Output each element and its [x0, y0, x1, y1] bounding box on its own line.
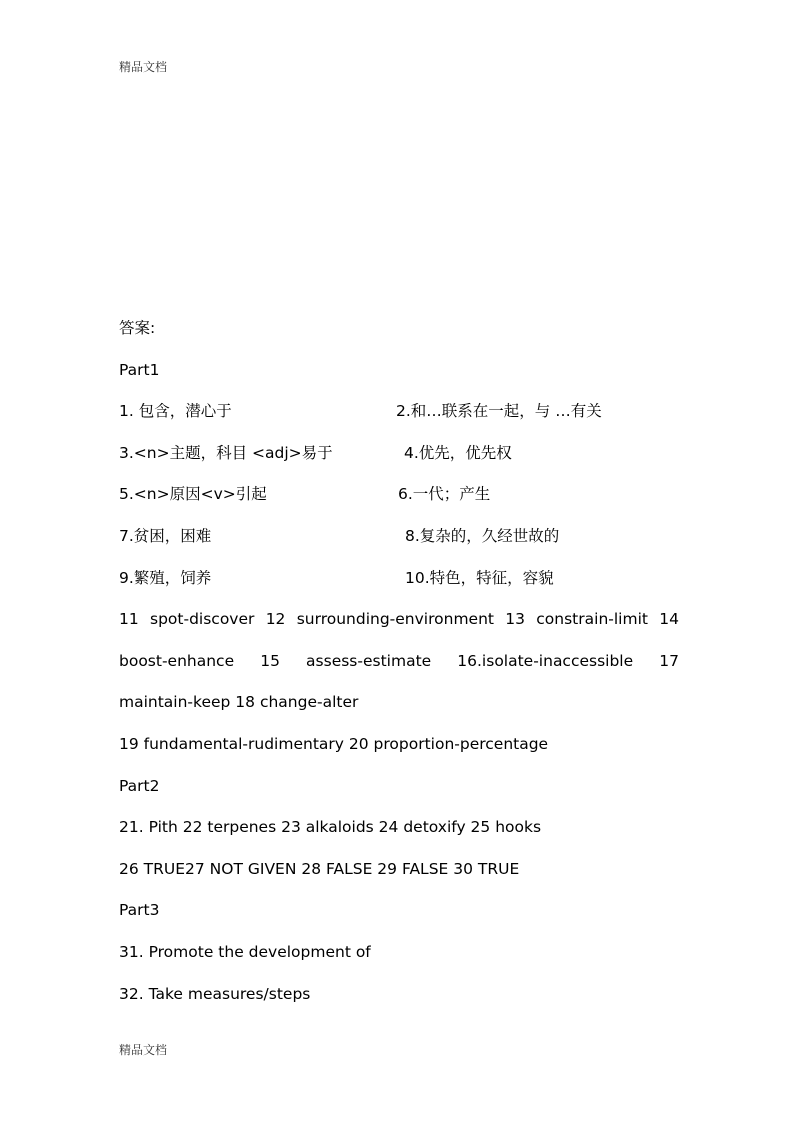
part2-line-2: 26 TRUE27 NOT GIVEN 28 FALSE 29 FALSE 30 TRUE — [119, 859, 520, 878]
part1-title: Part1 — [119, 360, 160, 379]
answer-10: 10.特色，特征，容貌 — [405, 568, 554, 587]
answer-2: 2.和…联系在一起，与 …有关 — [396, 402, 602, 421]
part2-line-1: 21. Pith 22 terpenes 23 alkaloids 24 detoxify 25 hooks — [119, 818, 542, 837]
part1-row-2 — [119, 439, 679, 481]
answers-title: 答案: — [119, 319, 156, 337]
part1-row-5 — [119, 564, 679, 606]
answer-content — [119, 314, 679, 1021]
answer-1: 1. 包含，潜心于 — [119, 402, 232, 421]
vocab-token: surrounding-environment — [296, 610, 494, 629]
part3-line-1: 31. Promote the development of — [119, 942, 371, 961]
vocab-line-4: 19 fundamental-rudimentary 20 proportion-percentage — [119, 734, 549, 753]
vocab-token: 17 — [659, 651, 679, 670]
page-footer: 精品文档 — [119, 1043, 168, 1057]
vocab-token: constrain-limit — [536, 610, 648, 629]
vocab-token: 14 — [659, 610, 679, 629]
vocab-line-1 — [119, 605, 679, 647]
vocab-line-3: maintain-keep 18 change-alter — [119, 693, 359, 712]
vocab-token: 12 — [265, 610, 286, 629]
part2-title: Part2 — [119, 776, 160, 795]
part1-row-1 — [119, 397, 679, 439]
vocab-token: assess-estimate — [306, 651, 432, 670]
answer-4: 4.优先，优先权 — [404, 443, 512, 462]
vocab-token: boost-enhance — [119, 651, 235, 670]
vocab-token: 16.isolate-inaccessible — [457, 651, 634, 670]
part1-row-4 — [119, 522, 679, 564]
answer-6: 6.一代；产生 — [398, 485, 491, 504]
page-header: 精品文档 — [119, 60, 168, 74]
answer-5: 5.<n>原因<v>引起 — [119, 485, 267, 504]
vocab-token: 15 — [260, 651, 280, 670]
part3-title: Part3 — [119, 901, 160, 920]
answer-7: 7.贫困，困难 — [119, 526, 212, 545]
vocab-token: 13 — [505, 610, 525, 629]
answer-8: 8.复杂的，久经世故的 — [405, 526, 560, 545]
vocab-token: 11 — [119, 610, 139, 629]
answer-3: 3.<n>主题，科目 <adj>易于 — [119, 443, 333, 462]
vocab-token: spot-discover — [150, 610, 255, 629]
vocab-line-2 — [119, 647, 679, 689]
answer-9: 9.繁殖，饲养 — [119, 568, 212, 587]
part3-line-2: 32. Take measures/steps — [119, 984, 311, 1003]
part1-row-3 — [119, 480, 679, 522]
